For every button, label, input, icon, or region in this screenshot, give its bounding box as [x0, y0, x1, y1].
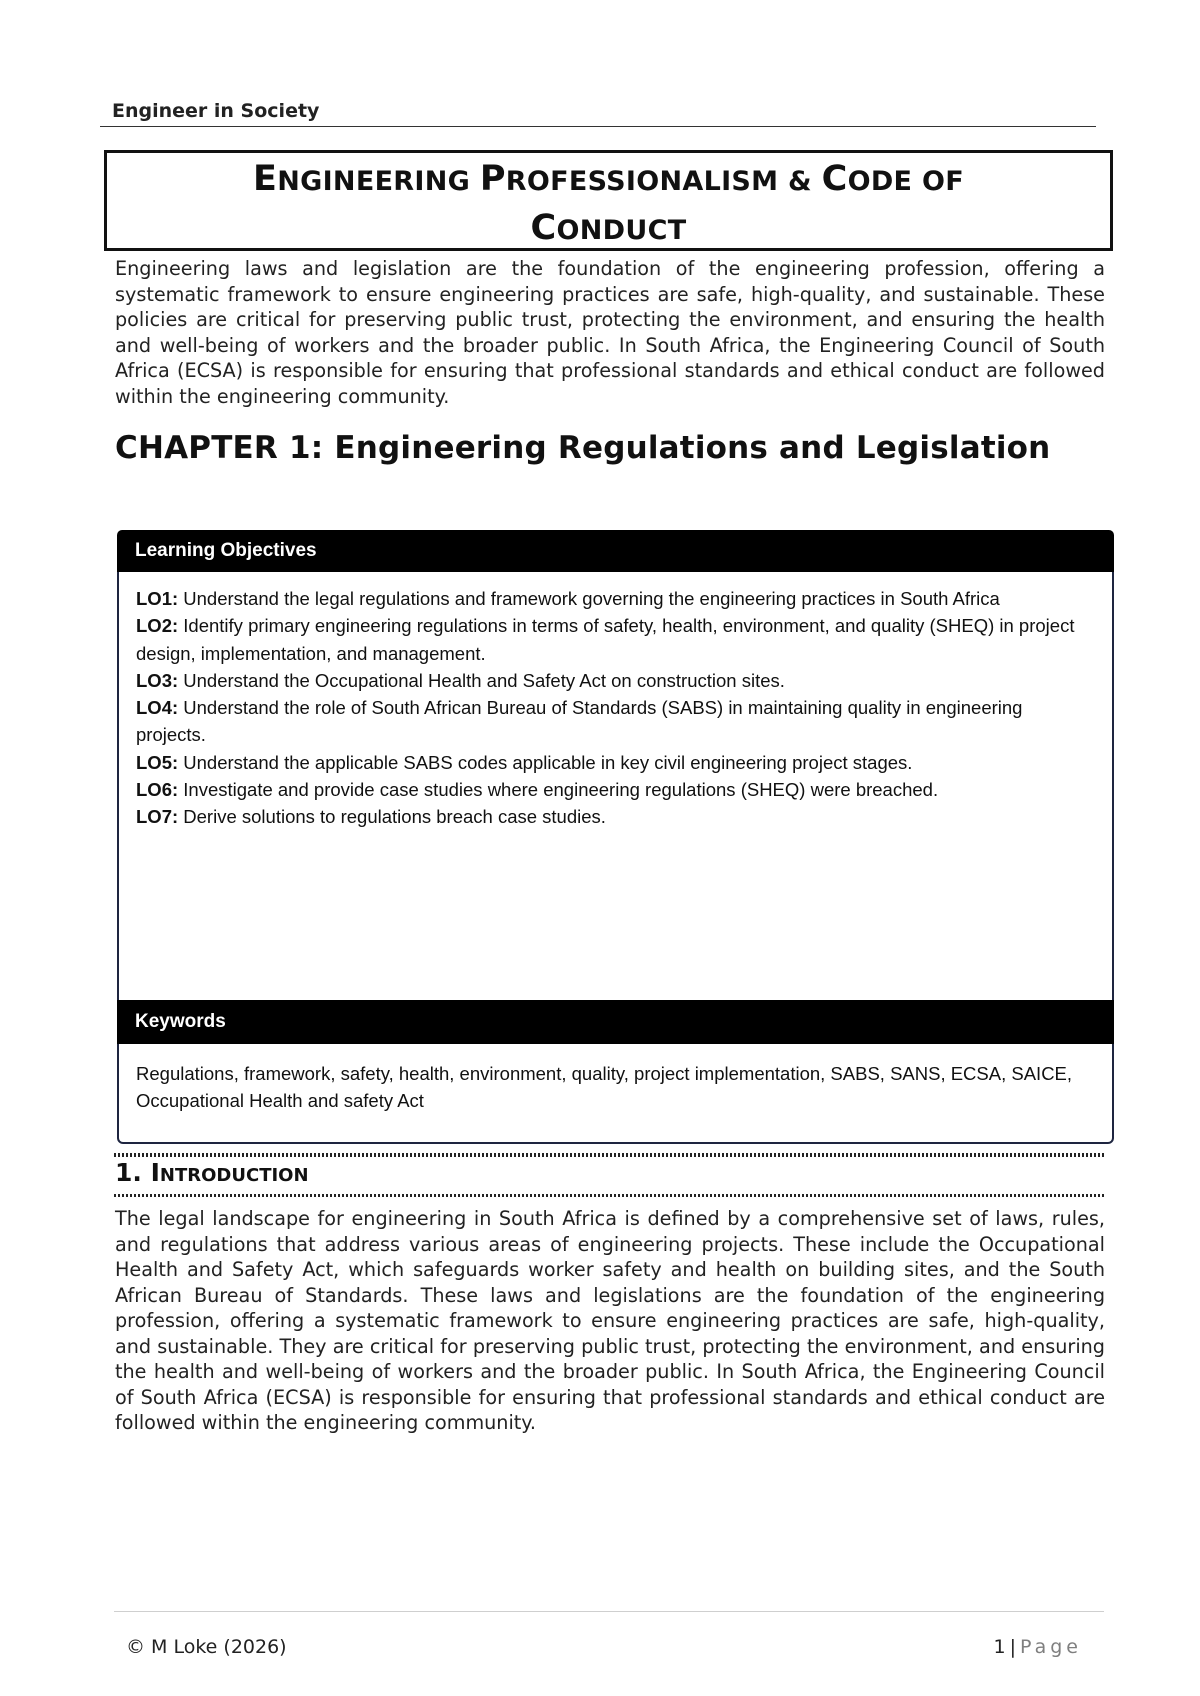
- learning-objectives-list: [136, 585, 1096, 831]
- list-item: LO6: Investigate and provide case studies where engineering regulations (SHEQ) were breached.: [136, 779, 939, 801]
- document-title-box: [104, 150, 1113, 251]
- list-item: LO5: Understand the applicable SABS codes applicable in key civil engineering project stages.: [136, 751, 913, 773]
- section-rule-top: [114, 1153, 1106, 1157]
- page-label: Page: [1020, 1636, 1082, 1658]
- list-item: LO3: Understand the Occupational Health and Safety Act on construction sites.: [136, 669, 785, 691]
- intro-paragraph: Engineering laws and legislation are the foundation of the engineering profession, offering a systematic framework to ensure engineering practices are safe, high-quality, and sustainable. These policies are critical for preserving public trust, protecting the environment, and ensuring the health and well-being of workers and the broader public. In South Africa, the Engineering Council of South Africa (ECSA) is responsible for ensuring that professional standards and ethical conduct are followed within the engineering community.: [115, 257, 1105, 408]
- section-heading: 1. Introduction: [115, 1158, 309, 1187]
- running-header: Engineer in Society: [112, 100, 320, 122]
- section-paragraph: The legal landscape for engineering in South Africa is defined by a comprehensive set of laws, rules, and regulations that address various areas of engineering projects. These include the Occupational Health and Safety Act, which safeguards worker safety and health on building sites, and the South African Bureau of Standards. These laws and legislations are the foundation of the engineering profession, offering a systematic framework to ensure engineering practices are safe, high-quality, and sustainable. They are critical for preserving public trust, protecting the environment, and ensuring the health and well-being of workers and the broader public. In South Africa, the Engineering Council of South Africa (ECSA) is responsible for ensuring that professional standards and ethical conduct are followed within the engineering community.: [115, 1207, 1105, 1434]
- list-item: LO7: Derive solutions to regulations breach case studies.: [136, 806, 606, 828]
- header-rule: [100, 126, 1096, 127]
- footer-page-number: [994, 1636, 1083, 1658]
- list-item: LO1: Understand the legal regulations and framework governing the engineering practices in South Africa: [136, 588, 1000, 609]
- footer-copyright: © M Loke (2026): [126, 1636, 287, 1658]
- page-separator: |: [1009, 1636, 1016, 1658]
- list-item: LO4: Understand the role of South African Bureau of Standards (SABS) in maintaining quality in engineering projects.: [136, 697, 1023, 746]
- list-item: LO2: Identify primary engineering regulations in terms of safety, health, environment, and quality (SHEQ) in project design, implementation, and management.: [136, 615, 1075, 664]
- chapter-heading: CHAPTER 1: Engineering Regulations and Legislation: [115, 430, 1051, 466]
- keywords-header: [117, 1000, 1114, 1044]
- learning-objectives-header: [117, 530, 1114, 572]
- document-title: ENGINEERING PROFESSIONALISM & CODE OF CONDUCT: [253, 159, 964, 248]
- footer-rule: [114, 1611, 1104, 1612]
- page-number: 1: [993, 1636, 1006, 1658]
- keywords-text: Regulations, framework, safety, health, environment, quality, project implementation, SABS, SANS, ECSA, SAICE, Occupational Health and safety Act: [136, 1063, 1073, 1112]
- learning-objectives-title: Learning Objectives: [135, 540, 317, 561]
- keywords-title: Keywords: [135, 1011, 226, 1032]
- section-rule-bottom: [114, 1194, 1106, 1197]
